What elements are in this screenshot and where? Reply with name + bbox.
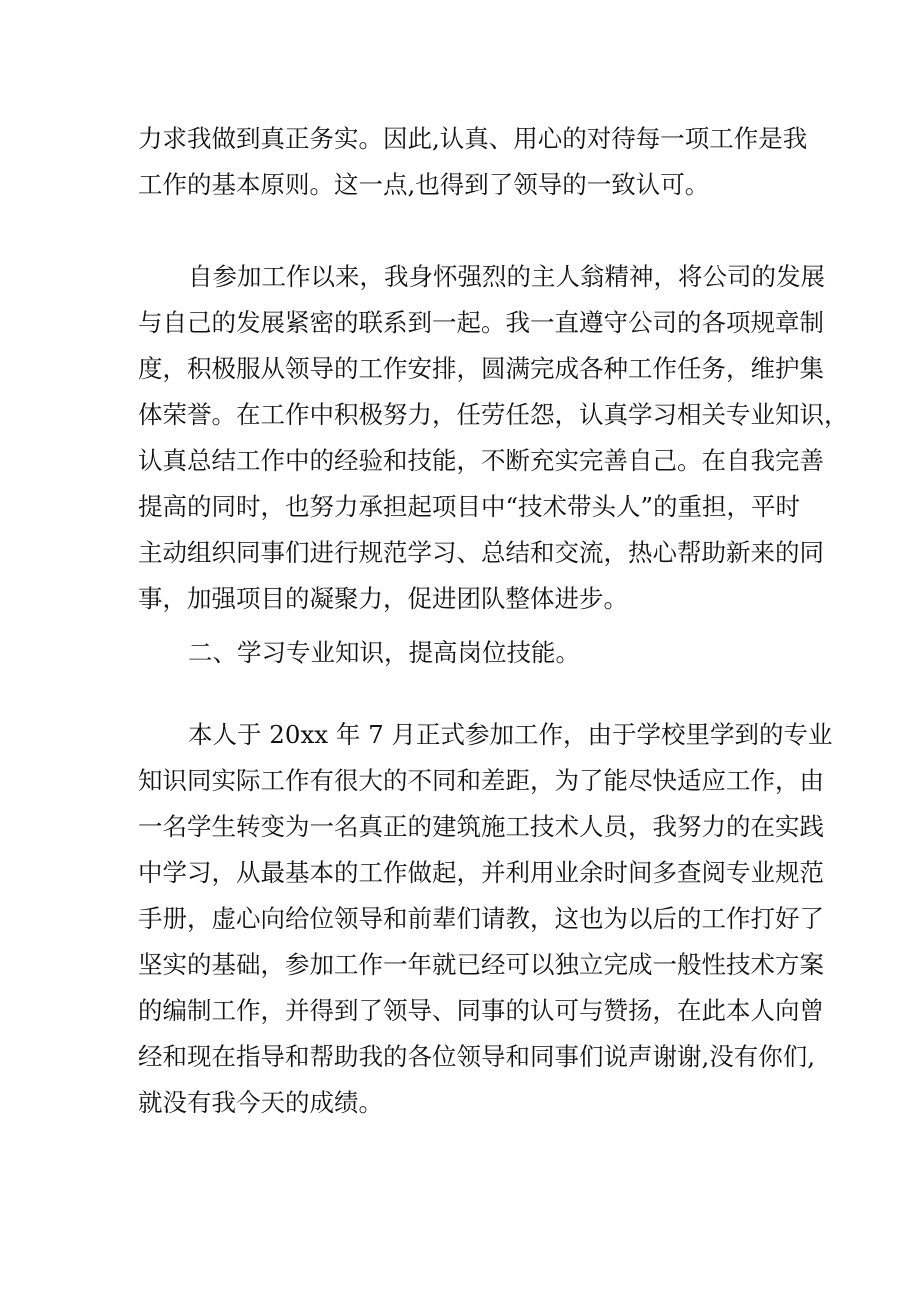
paragraph-3-line: 本人于 20xx 年 7 月正式参加工作，由于学校里学到的专业 [188, 720, 833, 749]
paragraph-3-line: 就没有我今天的成绩。 [138, 1088, 383, 1117]
paragraph-2 [138, 254, 849, 622]
section-heading [138, 630, 788, 676]
paragraph-2-line: 与自己的发展紧密的联系到一起。我一直遵守公司的各项规章制 [138, 308, 824, 337]
section-heading-text: 二、学习专业知识，提高岗位技能。 [188, 638, 580, 667]
paragraph-3-line: 知识同实际工作有很大的不同和差距，为了能尽快适应工作，由 [138, 766, 824, 795]
paragraph-2-line: 事，加强项目的凝聚力，促进团队整体进步。 [138, 584, 628, 613]
paragraph-2-line: 提高的同时，也努力承担起项目中“技术带头人”的重担，平时 [138, 492, 801, 521]
paragraph-2-line: 认真总结工作中的经验和技能，不断充实完善自己。在自我完善 [138, 446, 824, 475]
paragraph-3-line: 一名学生转变为一名真正的建筑施工技术人员，我努力的在实践 [138, 812, 824, 841]
paragraph-3-line: 的编制工作，并得到了领导、同事的认可与赞扬，在此本人向曾 [138, 996, 824, 1025]
paragraph-3 [138, 712, 833, 1126]
paragraph-2-line: 自参加工作以来，我身怀强烈的主人翁精神，将公司的发展 [188, 262, 825, 291]
paragraph-2-line: 主动组织同事们进行规范学习、总结和交流，热心帮助新来的同 [138, 538, 824, 567]
paragraph-3-line: 中学习，从最基本的工作做起，并利用业余时间多查阅专业规范 [138, 858, 824, 887]
paragraph-2-line: 度，积极服从领导的工作安排，圆满完成各种工作任务，维护集 [138, 354, 824, 383]
paragraph-3-line: 经和现在指导和帮助我的各位领导和同事们说声谢谢,没有你们, [138, 1042, 816, 1071]
paragraph-1-line: 力求我做到真正务实。因此,认真、用心的对待每一项工作是我 [138, 124, 808, 153]
paragraph-3-line: 手册，虚心向给位领导和前辈们请教，这也为以后的工作打好了 [138, 904, 824, 933]
paragraph-1-line: 工作的基本原则。这一点,也得到了领导的一致认可。 [138, 170, 710, 199]
paragraph-2-line: 体荣誉。在工作中积极努力，任劳任怨，认真学习相关专业知识， [138, 400, 849, 429]
paragraph-3-line: 坚实的基础，参加工作一年就已经可以独立完成一般性技术方案 [138, 950, 824, 979]
paragraph-1 [138, 116, 808, 208]
